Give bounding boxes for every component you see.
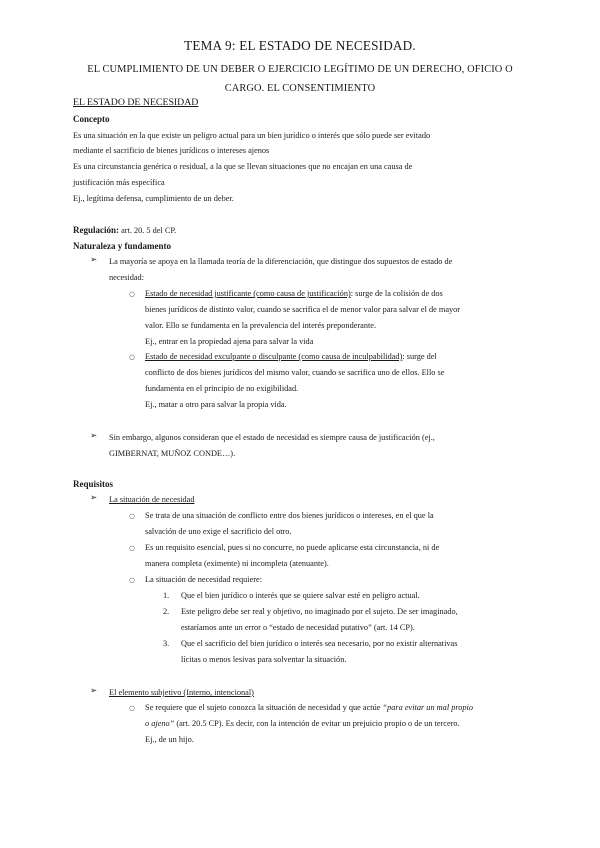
r2-b1-quote: “para evitar un mal propio	[382, 703, 474, 712]
sub1-line: Ej., entrar en la propiedad ajena para salvar la vida	[145, 337, 314, 346]
numbered-line: lícitas o menos lesivas para solventar la situación.	[181, 655, 347, 664]
arrow-bullet-icon: ➢	[90, 431, 98, 441]
circle-bullet-icon: ○	[129, 290, 135, 298]
r2-b1-text: (art. 20.5 CP). Es decir, con la intención de evitar un prejuicio propio o de un tercero.	[174, 719, 460, 728]
arrow-bullet-icon: ➢	[90, 686, 98, 696]
naturaleza-arrow-line: La mayoría se apoya en la llamada teoría de la diferenciación, que distingue dos supuestos de estado de	[109, 257, 453, 266]
document-subtitle	[80, 60, 520, 98]
concepto-line: mediante el sacrificio de bienes jurídicos o intereses ajenos	[73, 146, 270, 155]
requisito-1-title: La situación de necesidad	[109, 495, 195, 504]
requisitos-heading: Requisitos	[73, 479, 114, 489]
regulacion-line	[73, 222, 176, 239]
numbered-line: Que el sacrificio del bien jurídico o interés sea necesario, por no existir alternativas	[181, 639, 458, 648]
naturaleza-arrow-line: necesidad:	[109, 273, 145, 282]
concepto-line: Es una situación en la que existe un peligro actual para un bien jurídico o interés que sólo puede ser evitado	[73, 131, 431, 140]
arrow-bullet-icon: ➢	[90, 255, 98, 265]
sub2-line: conflicto de dos bienes jurídicos del mismo valor, cuando se sacrifica uno de ellos. Ello se	[145, 368, 445, 377]
circle-bullet-icon: ○	[129, 704, 135, 712]
requisito-2-title: El elemento subjetivo (Interno, intencional)	[109, 688, 254, 697]
naturaleza-arrow2-line: Sin embargo, algunos consideran que el estado de necesidad es siempre causa de justificación (ej.,	[109, 433, 435, 442]
numbered-marker: 2.	[163, 607, 170, 616]
sub2-line: fundamenta en el principio de no exigibilidad.	[145, 384, 299, 393]
naturaleza-arrow2-line: GIMBERNAT, MUÑOZ CONDE…).	[109, 449, 236, 458]
concepto-line: Es una circunstancia genérica o residual, a la que se llevan situaciones que no encajan en una causa de	[73, 162, 413, 171]
naturaleza-heading: Naturaleza y fundamento	[73, 241, 171, 251]
r2-b1-line: Ej., de un hijo.	[145, 735, 194, 744]
document-title: TEMA 9: EL ESTADO DE NECESIDAD.	[184, 38, 416, 53]
circle-bullet-icon: ○	[129, 544, 135, 552]
sub1-line: valor. Ello se fundamenta en la prevalencia del interés preponderante.	[145, 321, 377, 330]
numbered-line: Que el bien jurídico o interés que se quiere salvar esté en peligro actual.	[181, 591, 420, 600]
r2-b1-line	[145, 716, 460, 732]
numbered-line: estaríamos ante un error o “estado de necesidad putativo” (art. 14 CP).	[181, 623, 415, 632]
concepto-line: Ej., legítima defensa, cumplimiento de un deber.	[73, 194, 234, 203]
sub1-title: Estado de necesidad justificante (como causa de justificación)	[145, 289, 351, 298]
numbered-line: Este peligro debe ser real y objetivo, no imaginado por el sujeto. De ser imaginado,	[181, 607, 458, 616]
circle-bullet-icon: ○	[129, 353, 135, 361]
sub1-rest: : surge de la colisión de dos	[350, 289, 443, 298]
r1-b1-line: Se trata de una situación de conflicto entre dos bienes jurídicos o intereses, en el que la	[145, 511, 434, 520]
regulacion-text: art. 20. 5 del CP.	[119, 226, 177, 235]
sub2-rest: : surge del	[402, 352, 437, 361]
sub1-line: bienes jurídicos de distinto valor, cuando se sacrifica el de menor valor para salvar el de mayor	[145, 305, 461, 314]
r2-b1-quote: o ajeno”	[145, 719, 175, 728]
subtitle-line: EL CUMPLIMIENTO DE UN DEBER O EJERCICIO LEGÍTIMO DE UN DERECHO, OFICIO O	[87, 64, 513, 75]
section-heading: EL ESTADO DE NECESIDAD	[73, 97, 199, 108]
r1-b2-line: Es un requisito esencial, pues si no concurre, no puede aplicarse esta circunstancia, ni de	[145, 543, 440, 552]
regulacion-label: Regulación:	[73, 225, 119, 235]
sub2-line: Ej., matar a otro para salvar la propia vida.	[145, 400, 287, 409]
subtitle-line: CARGO. EL CONSENTIMIENTO	[224, 83, 376, 94]
r1-b2-line: manera completa (eximente) ni incompleta (atenuante).	[145, 559, 329, 568]
sub2-first-line	[145, 349, 437, 365]
circle-bullet-icon: ○	[129, 512, 135, 520]
numbered-marker: 3.	[163, 639, 170, 648]
sub1-first-line	[145, 286, 443, 302]
r1-b1-line: salvación de uno exige el sacrificio del otro.	[145, 527, 292, 536]
concepto-line: justificación más específica	[73, 178, 165, 187]
r1-b3-line: La situación de necesidad requiere:	[145, 575, 263, 584]
r2-b1-text: Se requiere que el sujeto conozca la situación de necesidad y que actúe	[145, 703, 383, 712]
r2-b1-line	[145, 700, 473, 716]
numbered-marker: 1.	[163, 591, 170, 600]
arrow-bullet-icon: ➢	[90, 493, 98, 503]
sub2-title: Estado de necesidad exculpante o disculpante (como causa de inculpabilidad)	[145, 352, 403, 361]
concepto-heading: Concepto	[73, 114, 110, 124]
circle-bullet-icon: ○	[129, 576, 135, 584]
